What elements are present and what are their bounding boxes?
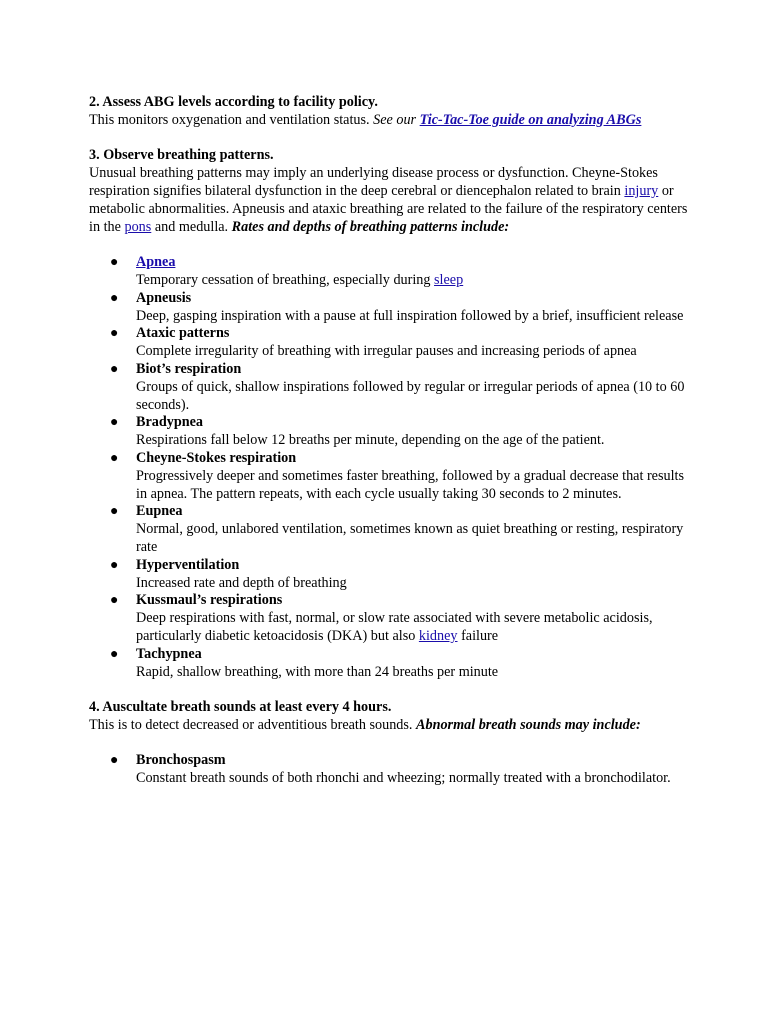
list-item-description: Temporary cessation of breathing, especially during sleep	[136, 271, 464, 288]
list-item-description: Complete irregularity of breathing with irregular pauses and increasing periods of apnea	[136, 343, 637, 360]
list-item	[89, 290, 689, 326]
bullet-icon: ●	[110, 504, 119, 520]
list-item-description: Constant breath sounds of both rhonchi and wheezing; normally treated with a bronchodilator.	[136, 770, 671, 787]
bullet-icon: ●	[110, 361, 119, 377]
step-3-emphasis: Rates and depths of breathing patterns include:	[231, 218, 510, 235]
list-item-description: Normal, good, unlabored ventilation, sometimes known as quiet breathing or resting, respiratory rate	[136, 521, 684, 555]
step-4-text: This is to detect decreased or adventitious breath sounds.	[89, 716, 413, 733]
step-2-heading: 2. Assess ABG levels according to facility policy.	[89, 94, 378, 110]
apnea-link[interactable]: Apnea	[136, 254, 176, 271]
sleep-link[interactable]: sleep	[434, 271, 464, 288]
list-item-description: Progressively deeper and sometimes faster breathing, followed by a gradual decrease that results in apnea. The pattern repeats, with each cycle usually taking 30 seconds to 2 minutes.	[136, 467, 684, 502]
step-2-see-prefix: See our	[373, 111, 417, 128]
list-item-description: Deep, gasping inspiration with a pause at full inspiration followed by a brief, insufficient release	[136, 307, 684, 324]
bullet-icon: ●	[110, 646, 119, 662]
list-item-description: Rapid, shallow breathing, with more than 24 breaths per minute	[136, 663, 499, 680]
document-page	[89, 94, 689, 788]
bullet-icon: ●	[110, 593, 119, 609]
list-item-description: Increased rate and depth of breathing	[136, 574, 347, 591]
bullet-icon: ●	[110, 450, 119, 466]
step-2-text: This monitors oxygenation and ventilation status.	[89, 111, 370, 128]
step-3-text-c: and medulla.	[154, 218, 229, 235]
bullet-icon: ●	[110, 326, 119, 342]
list-item	[89, 557, 689, 593]
pons-link[interactable]: pons	[124, 218, 152, 235]
step-4-emphasis: Abnormal breath sounds may include:	[416, 716, 641, 733]
list-item-term: Cheyne-Stokes respiration	[136, 449, 297, 466]
list-item	[89, 414, 689, 450]
list-item-term: Biot’s respiration	[136, 360, 242, 377]
abg-guide-link[interactable]: Tic-Tac-Toe guide on analyzing ABGs	[419, 111, 642, 128]
step-2-body	[89, 112, 689, 130]
list-item	[89, 325, 689, 361]
bullet-icon: ●	[110, 557, 119, 573]
list-item-term: Ataxic patterns	[136, 325, 230, 342]
breathing-patterns-list	[89, 254, 689, 681]
list-item-description: Groups of quick, shallow inspirations followed by regular or irregular periods of apnea (10 to 60 seconds).	[136, 378, 685, 413]
list-item	[89, 254, 689, 290]
step-3-text-a: Unusual breathing patterns may imply an underlying disease process or dysfunction. Cheyne-Stokes respiration signifies bilateral dysfunction in the deep cerebral or diencephalon related to brain	[89, 165, 658, 199]
bullet-icon: ●	[110, 290, 119, 306]
step-4-body	[89, 717, 689, 735]
list-item	[89, 592, 689, 645]
list-item-term: Bronchospasm	[136, 752, 226, 769]
kidney-link[interactable]: kidney	[418, 627, 458, 644]
list-item-term: Apneusis	[136, 289, 192, 306]
list-item-term: Kussmaul’s respirations	[136, 592, 283, 609]
list-item	[89, 646, 689, 682]
list-item-description: Respirations fall below 12 breaths per minute, depending on the age of the patient.	[136, 432, 605, 449]
bullet-icon: ●	[110, 255, 119, 271]
list-item-description: Deep respirations with fast, normal, or slow rate associated with severe metabolic acidosis, particularly diabetic ketoacidosis (DKA) but also kidney failure	[136, 610, 653, 644]
step-4-heading: 4. Auscultate breath sounds at least every 4 hours.	[89, 699, 392, 716]
list-item-term: Tachypnea	[136, 645, 202, 662]
bullet-icon: ●	[110, 753, 119, 769]
list-item-term: Eupnea	[136, 503, 183, 520]
breath-sounds-list	[89, 752, 689, 788]
injury-link[interactable]: injury	[624, 182, 659, 199]
list-item	[89, 503, 689, 556]
list-item-term: Bradypnea	[136, 414, 204, 431]
list-item	[89, 361, 689, 414]
list-item	[89, 450, 689, 503]
step-3-heading: 3. Observe breathing patterns.	[89, 147, 274, 164]
step-3-body	[89, 165, 689, 236]
list-item	[89, 752, 689, 788]
bullet-icon: ●	[110, 415, 119, 431]
list-item-term: Hyperventilation	[136, 556, 240, 573]
step-3-text-b: or metabolic abnormalities. Apneusis and ataxic breathing are related to the failure of the respiratory centers in the	[89, 182, 688, 235]
